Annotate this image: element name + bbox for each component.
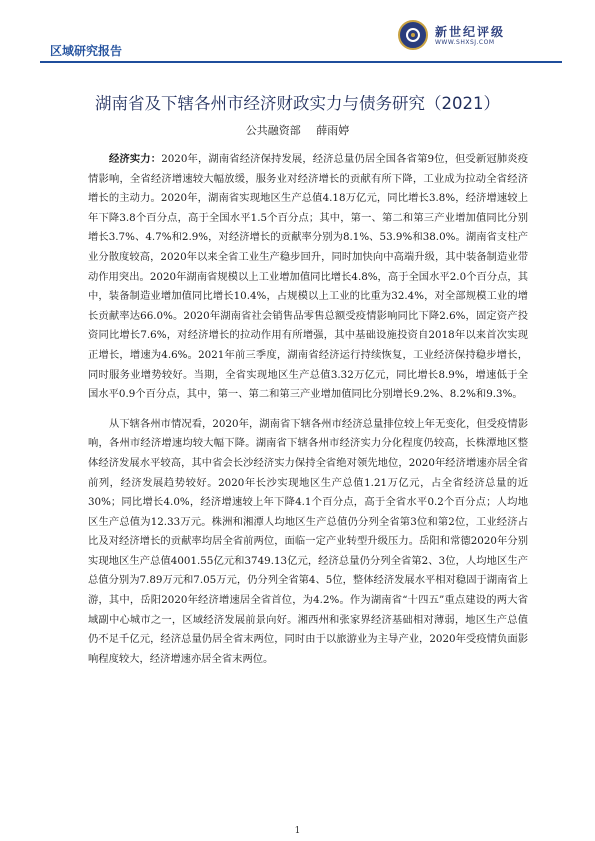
company-logo xyxy=(398,20,543,52)
header-divider xyxy=(40,61,562,63)
paragraph-economic-strength xyxy=(88,150,528,405)
paragraph-text: 2020年，湖南省经济保持发展，经济总量仍居全国各省第9位，但受新冠肺炎疫情影响，全省经济增速较大幅放缓，服务业对经济增长的贡献有所下降，工业成为拉动全省经济增长的主动力。2020年，湖南省实现地区生产总值4.18万亿元，同比增长3.8%，经济增速较上年下降3.8个百分点，高于全国水平1.5个百分点；其中，第一、第二和第三产业增加值同比分别增长3.7%、4.7%和2.9%，对经济增长的贡献率分别为8.1%、53.9%和38.0%。湖南省支柱产业分散度较高，2020年以来全省工业生产稳步回升，同时加快向中高端升级，其中装备制造业带动作用突出。2020年湖南省规模以上工业增加值同比增长4.8%，高于全国水平2.0个百分点，其中，装备制造业增加值同比增长10.4%，占规模以上工业的比重为32.4%，对全部规模工业的增长贡献率达66.0%。2020年湖南省社会销售品零售总额受疫情影响同比下降2.6%，固定资产投资同比增长7.6%，对经济增长的拉动作用有所增强，其中基础设施投资自2018年以来首次实现正增长，增速为4.6%。2021年前三季度，湖南省经济运行持续恢复，工业经济保持稳步增长，同时服务业增势较好。当期，全省实现地区生产总值3.32万亿元，同比增长8.9%，增速低于全国水平0.9个百分点，其中，第一、第二和第三产业增加值同比分别增长9.2%、8.2%和9.3%。 xyxy=(88,153,529,401)
document-body xyxy=(88,150,528,669)
author-department: 公共融资部 xyxy=(245,124,301,137)
logo-name: 新世纪评级 xyxy=(435,25,506,39)
document-title: 湖南省及下辖各州市经济财政实力与债务研究（2021） xyxy=(95,94,500,113)
page-number: 1 xyxy=(294,826,301,836)
author-line xyxy=(0,122,595,138)
author-name: 薛雨婷 xyxy=(316,124,350,137)
paragraph-lead: 经济实力： xyxy=(109,153,162,165)
logo-emblem-icon xyxy=(398,20,428,50)
paragraph-prefectures: 从下辖各州市情况看，2020年，湖南省下辖各州市经济总量排位较上年无变化，但受疫情影响，各州市经济增速均较大幅下降。湖南省下辖各州市经济实力分化程度仍较高，长株潭地区整体经济发展水平较高，其中省会长沙经济实力保持全省绝对领先地位，2020年经济增速亦居全省前列，经济发展趋势较好。2020年长沙实现地区生产总值1.21万亿元，占全省经济总量的近30%；同比增长4.0%，经济增速较上年下降4.1个百分点，高于全省水平0.2个百分点；人均地区生产总值为12.33万元。株洲和湘潭人均地区生产总值仍分列全省第3位和第2位，工业经济占比及对经济增长的贡献率均居全省前两位，面临一定产业转型升级压力。岳阳和常德2020年分别实现地区生产总值4001.55亿元和3749.13亿元，经济总量仍分列全省第2、3位，人均地区生产总值分别为7.89万元和7.05万元，仍分列全省第4、5位，整体经济发展水平相对稳固于湖南省上游，其中，岳阳2020年经济增速居全省首位，为4.2%。作为湖南省“十四五”重点建设的两大省域副中心城市之一，区域经济发展前景向好。湘西州和张家界经济基础相对薄弱，地区生产总值仍不足千亿元，经济总量仍居全省末两位，同时由于以旅游业为主导产业，2020年受疫情负面影响程度较大，经济增速亦居全省末两位。 xyxy=(88,417,528,665)
logo-url: WWW.SHXSJ.COM xyxy=(435,39,495,46)
report-type-label: 区域研究报告 xyxy=(50,44,123,58)
